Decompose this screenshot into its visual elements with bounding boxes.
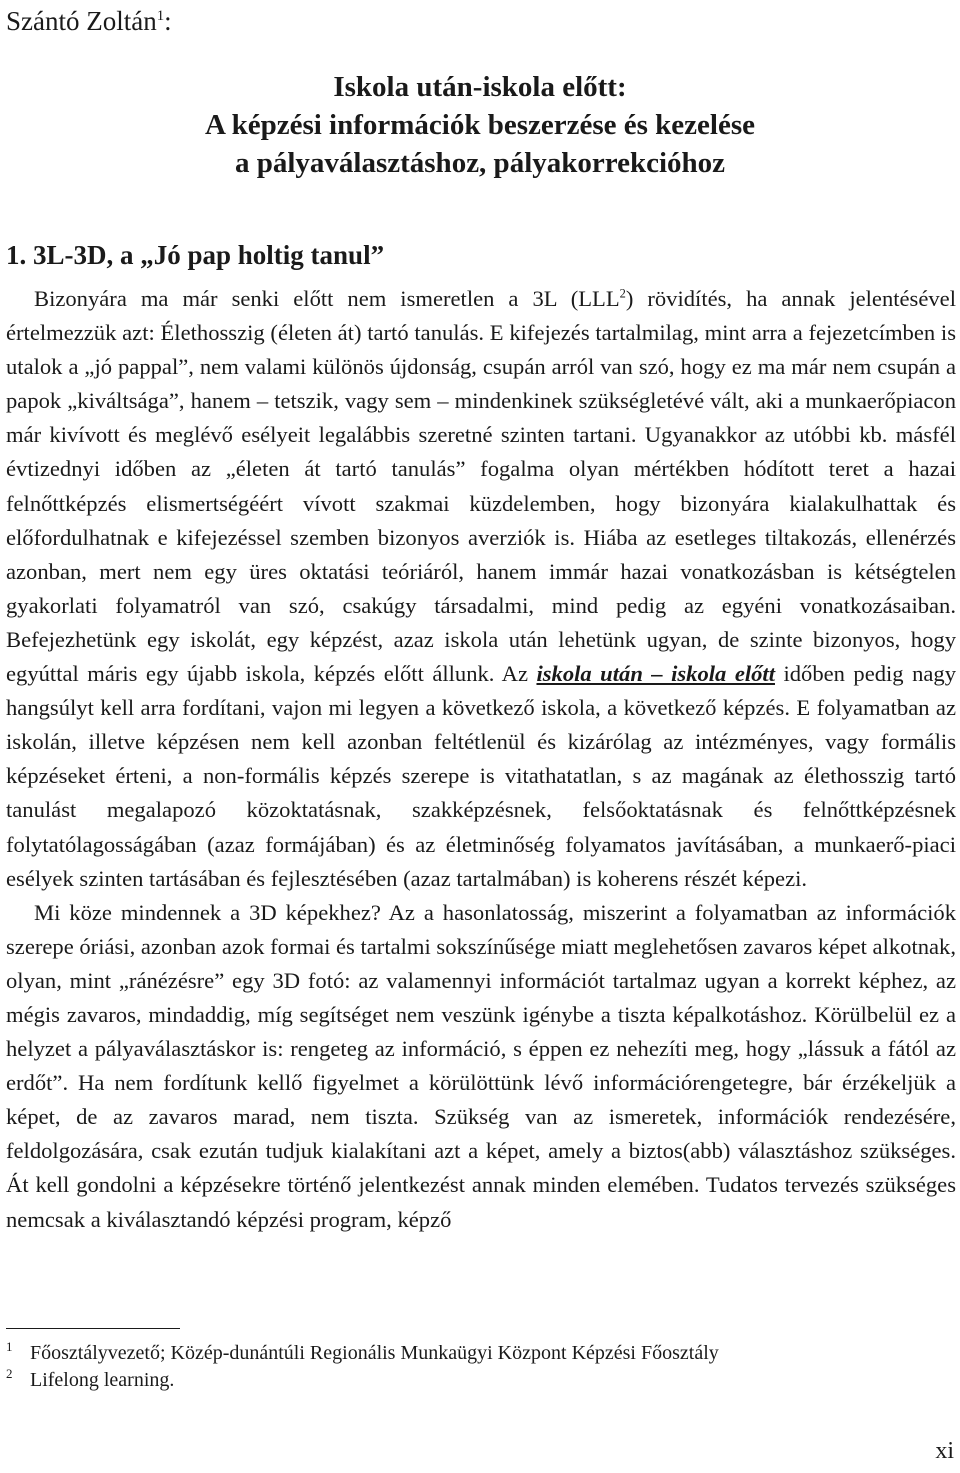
paragraph-2: Mi köze mindennek a 3D képekhez? Az a hasonlatosság, miszerint a folyamatban az információk szerepe óriási, azonban azok formai és tartalmi sokszínűsége miatt meglehetősen zavaros képet alkotnak, olyan, mint „ránézésre” egy 3D fotó: az valamennyi információt tartalmaz ugyan a korrekt képhez, az mégis zavaros, mindaddig, míg segítséget nem veszünk igénybe a tiszta képalkotáshoz. Körülbelül ez a helyzet a pályaválasztáskor is: rengeteg az információ, s éppen ez nehezíti meg, hogy „lássuk a fától az erdőt”. Ha nem fordítunk kellő figyelmet a körülöttünk lévő információrengetegre, bár érzékeljük a képet, de az zavaros marad, nem tiszta. Szükség van az ismeretek, információk rendezésére, feldolgozására, csak ezután tudjuk kialakítani azt a képet, amely a biztos(abb) választáshoz szükséges. Át kell gondolni a képzésekre történő jelentkezést annak minden elemében. Tudatos tervezés szükséges nemcsak a kiválasztandó képzési program, képző [6, 899, 956, 1232]
paragraph-1 [6, 282, 956, 896]
title-line-1: Iskola után-iskola előtt: [333, 71, 627, 103]
title-line-3: a pályaválasztáshoz, pályakorrekcióhoz [234, 147, 726, 179]
section-heading: 1. 3L-3D, a „Jó pap holtig tanul” [6, 240, 385, 270]
paragraph-1-part-1: Bizonyára ma már senki előtt nem ismeretlen a 3L (LLL [34, 286, 620, 311]
footnote-1: 1 Főosztályvezető; Közép-dunántúli Regionális Munkaügyi Központ Képzési Főosztály [6, 1339, 719, 1364]
title-line-2: A képzési információk beszerzése és kezelése [204, 109, 756, 141]
paragraph-1-part-2: ) rövidítés, ha annak jelentésével értelmezzük azt: Élethosszig (életen át) tartó tanulás. E kifejezés tartalmilag, mint arra a fejezetcímben is utalok a „jó pappal”, nem valami különös újdonság, csupán arról van szó, hogy ez ma már nem csupán a papok „kiváltsága”, hanem – tetszik, vagy sem – mindenkinek szükségletévé vált, aki a munkaerőpiacon már kivívott és meglévő esélyeit legalábbis szeretné szinten tartani. Ugyanakkor az utóbbi kb. másfél évtizednyi időben az „életen át tartó tanulás” fogalma olyan mértékben hódított teret a hazai felnőttképzés elismertségéért vívott szakmai küzdelemben, hogy bizonyára kialakulhattak és előfordulhatnak e kifejezéssel szemben bizonyos averziók is. Hiába az esetleges tiltakozás, ellenérzés azonban, mert nem egy üres oktatási teóriáról, hanem immár hazai vonatkozásban is kétségtelen gyakorlati folyamatról van szó, csakúgy társadalmi, mind pedig az egyéni vonatkozásaiban. Befejezhetünk egy iskolát, egy képzést, azaz iskola után lehetünk ugyan, de szinte bizonyos, hogy egyúttal máris egy újabb iskola, képzés előtt állunk. Az [6, 286, 956, 687]
author-suffix: : [164, 6, 172, 36]
footnote-2-text: Lifelong learning. [30, 1369, 175, 1391]
footnote-2: 2 Lifelong learning. [6, 1366, 175, 1391]
footnote-ref-2[interactable]: 2 [619, 286, 626, 301]
emphasis-phrase: iskola után – iskola előtt [536, 661, 775, 687]
footnote-divider [6, 1328, 180, 1329]
footnote-1-text: Főosztályvezető; Közép-dunántúli Regionális Munkaügyi Központ Képzési Főosztály [30, 1342, 719, 1364]
author-footnote-ref[interactable]: 1 [156, 8, 165, 24]
paragraph-1-part-3: időben pedig nagy hangsúlyt kell arra fordítani, vajon mi legyen a következő iskola, a következő képzés. E folyamatban az iskolán, illetve képzésen nem kell azonban feltétlenül és kizárólag az intézményes, vagy formális képzéseket érteni, a non-formális képzés szerepe is vitathatatlan, s az magának az élethosszig tartó tanulást megalapozó közoktatásnak, szakképzésnek, felsőoktatásnak és felnőttképzésnek folytatólagosságában (azaz formájában) és az életminőség folyamatos javításában, a munkaerő-piaci esélyek szinten tartásában és fejlesztésében (azaz tartalmában) is koherens részét képezi. [6, 661, 956, 891]
body-text [6, 282, 956, 1237]
author-name: Szántó Zoltán [6, 6, 157, 36]
page-number: xi [935, 1438, 954, 1464]
author-line [6, 4, 172, 38]
